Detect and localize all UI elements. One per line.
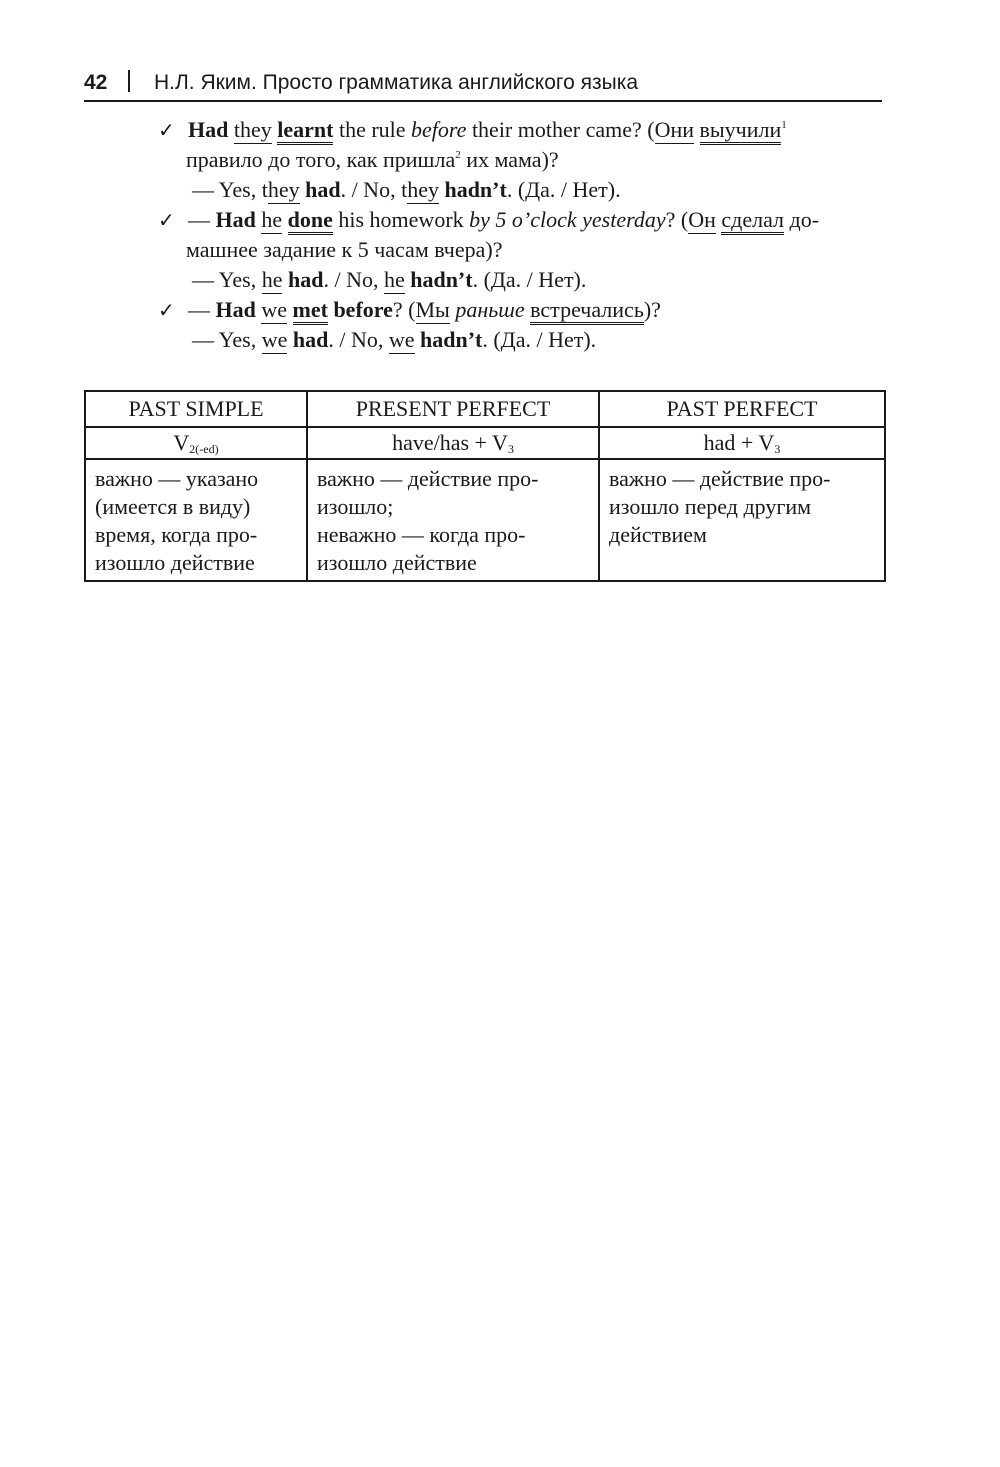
description-line: важно — действие про-: [609, 466, 831, 491]
auxiliary-verb: Had: [215, 297, 256, 322]
auxiliary-verb-negative: hadn’t: [420, 327, 483, 352]
text-fragment: . (Да. / Нет).: [482, 327, 597, 352]
description-line: изошло;: [317, 494, 394, 519]
page-number: 42: [84, 71, 108, 94]
line-text: машнее задание к 5 часам вчера)?: [186, 237, 503, 262]
check-mark-icon: ✓: [158, 208, 175, 232]
example-list: [158, 115, 888, 355]
header-separator: [128, 70, 130, 92]
line-text: [188, 115, 787, 145]
text-fragment: — Yes,: [192, 327, 262, 352]
auxiliary-verb: had: [287, 267, 324, 292]
description-line: изошло перед другим: [609, 494, 812, 519]
time-marker: before: [411, 117, 467, 142]
main-verb: learnt: [277, 117, 333, 145]
table-description-row: [85, 459, 885, 581]
time-marker-ru: раньше: [455, 297, 525, 322]
description-line: время, когда про-: [95, 522, 258, 547]
space: [287, 297, 293, 322]
text-fragment: )?: [643, 297, 661, 322]
header-rule: [84, 100, 882, 102]
description-line: важно — действие про-: [317, 466, 539, 491]
dash: —: [188, 297, 216, 322]
line-text: [188, 205, 819, 235]
main-verb: done: [288, 207, 333, 235]
formula-subscript: 3: [507, 441, 514, 456]
example-answer-2: [158, 265, 888, 295]
text-fragment: his homework: [332, 207, 470, 232]
formula-present-perfect: [307, 427, 599, 459]
text-fragment: . / No,: [323, 267, 384, 292]
description-line: изошло действие: [95, 550, 255, 575]
footnote-mark: 1: [781, 119, 787, 131]
time-marker: before: [333, 297, 393, 322]
text-fragment: ? (: [665, 207, 689, 232]
table-formula-row: [85, 427, 885, 459]
formula-base: V: [173, 429, 190, 455]
auxiliary-verb: Had: [188, 117, 229, 142]
subject: he: [261, 207, 283, 232]
subject: hey: [407, 177, 439, 202]
description-past-perfect: [599, 459, 885, 581]
auxiliary-verb-negative: hadn’t: [410, 267, 473, 292]
predicate-ru: сделал: [721, 207, 784, 235]
text-fragment: — Yes, t: [192, 177, 268, 202]
subject: we: [261, 327, 288, 352]
auxiliary-verb-negative: hadn’t: [444, 177, 507, 202]
example-answer-1: [158, 175, 888, 205]
header-past-perfect: PAST PERFECT: [599, 391, 885, 427]
header-past-simple: PAST SIMPLE: [85, 391, 307, 427]
dash: —: [188, 207, 216, 232]
auxiliary-verb: Had: [215, 207, 256, 232]
subject: he: [261, 267, 283, 292]
page-header: [84, 68, 882, 102]
example-question-2: [158, 205, 888, 235]
example-translation-2: [158, 235, 888, 265]
table-header-row: [85, 391, 885, 427]
subject: they: [233, 117, 272, 142]
line-text: [186, 145, 559, 175]
running-title: Н.Л. Яким. Просто грамматика английского языка: [154, 71, 639, 94]
subject-ru: Они: [654, 117, 695, 142]
description-past-simple: [85, 459, 307, 581]
predicate-ru: встречались: [530, 297, 644, 325]
line-text: [192, 325, 596, 355]
space: [282, 207, 288, 232]
text-fragment: до-: [784, 207, 820, 232]
example-question-1: [158, 115, 888, 145]
text-fragment: правило до того, как пришла: [186, 147, 456, 172]
main-verb: met: [293, 297, 328, 325]
subject-ru: Он: [688, 207, 716, 232]
text-fragment: . (Да. / Нет).: [472, 267, 587, 292]
example-answer-3: [158, 325, 888, 355]
description-line: важно — указано: [95, 466, 259, 491]
description-line: действием: [609, 522, 707, 547]
text-fragment: their mother came? (: [466, 117, 655, 142]
tense-comparison-table: [84, 390, 886, 582]
space: [694, 117, 700, 142]
example-question-3: [158, 295, 888, 325]
description-present-perfect: [307, 459, 599, 581]
subject: we: [388, 327, 415, 352]
line-text: [192, 265, 586, 295]
text-fragment: ? (: [392, 297, 416, 322]
subject: we: [261, 297, 288, 322]
footnote-mark: 2: [455, 149, 461, 161]
text-fragment: . / No,: [328, 327, 389, 352]
line-text: [188, 295, 661, 325]
header-present-perfect: PRESENT PERFECT: [307, 391, 599, 427]
description-line: неважно — когда про-: [317, 522, 526, 547]
formula-subscript: 2(-ed): [189, 441, 219, 456]
formula-past-perfect: [599, 427, 885, 459]
formula-past-simple: [85, 427, 307, 459]
text-fragment: их мама)?: [460, 147, 559, 172]
auxiliary-verb: had: [305, 177, 341, 202]
formula-subscript: 3: [774, 441, 781, 456]
text-fragment: . (Да. / Нет).: [506, 177, 621, 202]
subject: hey: [267, 177, 300, 202]
description-line: изошло действие: [317, 550, 477, 575]
text-fragment: the rule: [333, 117, 412, 142]
text-fragment: — Yes,: [192, 267, 262, 292]
subject-ru: Мы: [415, 297, 450, 322]
auxiliary-verb: had: [292, 327, 329, 352]
time-marker: by 5 o’clock yesterday: [469, 207, 666, 232]
check-mark-icon: ✓: [158, 118, 175, 142]
description-line: (имеется в виду): [95, 494, 251, 519]
line-text: [192, 175, 621, 205]
predicate-ru: выучили: [700, 117, 782, 145]
example-translation-1: [158, 145, 888, 175]
formula-base: had + V: [703, 429, 775, 455]
check-mark-icon: ✓: [158, 298, 175, 322]
text-fragment: . / No, t: [340, 177, 408, 202]
formula-base: have/has + V: [392, 429, 508, 455]
subject: he: [383, 267, 405, 292]
